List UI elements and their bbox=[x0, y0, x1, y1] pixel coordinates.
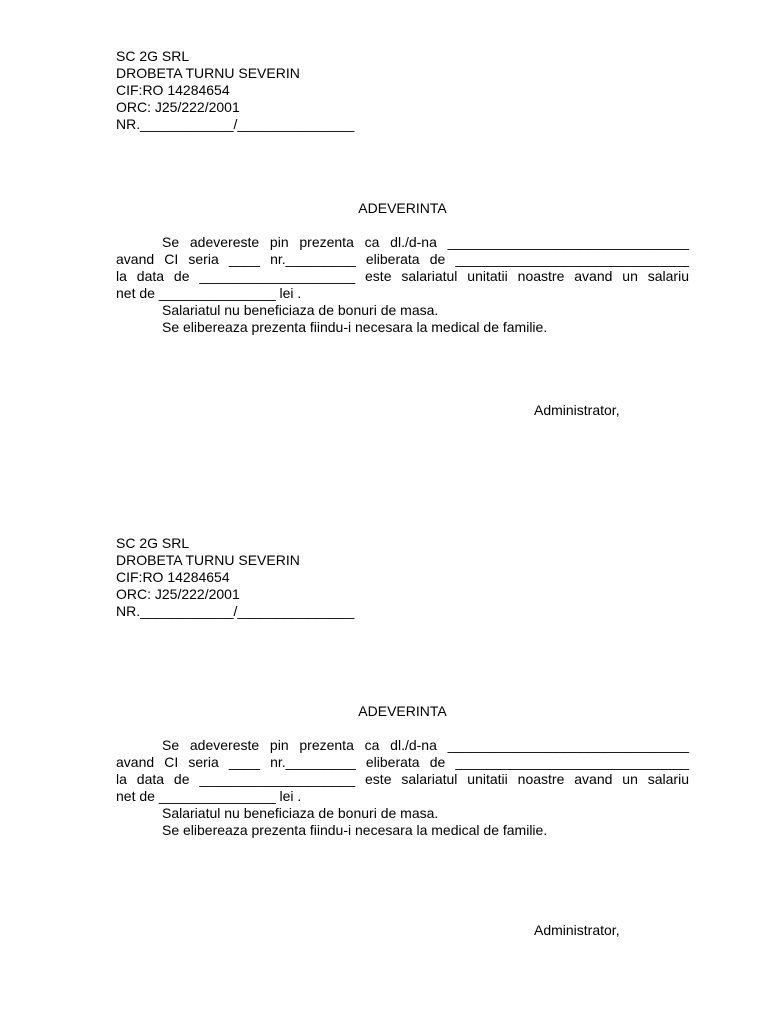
document-title: ADEVERINTA bbox=[358, 703, 447, 719]
company-name: SC 2G SRL bbox=[116, 48, 190, 64]
body-line-6: Se elibereaza prezenta fiindu-i necesara la medical de familie. bbox=[162, 319, 548, 335]
body-line-3: la data de ____________________ este salariatul unitatii noastre avand un salariu bbox=[116, 268, 689, 284]
company-city: DROBETA TURNU SEVERIN bbox=[116, 65, 300, 81]
company-city: DROBETA TURNU SEVERIN bbox=[116, 552, 300, 568]
company-cif: CIF:RO 14284654 bbox=[116, 569, 230, 585]
company-name: SC 2G SRL bbox=[116, 535, 190, 551]
company-cif: CIF:RO 14284654 bbox=[116, 82, 230, 98]
body-line-2: avand CI seria ____ nr._________ eliberata de ______________________________ bbox=[116, 754, 689, 770]
body-line-3: la data de ____________________ este salariatul unitatii noastre avand un salariu bbox=[116, 771, 689, 787]
body-line-4: net de _______________ lei . bbox=[116, 285, 302, 301]
company-orc: ORC: J25/222/2001 bbox=[116, 586, 240, 602]
body-line-5: Salariatul nu beneficiaza de bonuri de masa. bbox=[162, 805, 439, 821]
company-orc: ORC: J25/222/2001 bbox=[116, 99, 240, 115]
body-line-1: Se adevereste pin prezenta ca dl./d-na _______________________________ bbox=[162, 234, 689, 250]
document-title: ADEVERINTA bbox=[358, 200, 447, 216]
registration-number: NR.____________/_______________ bbox=[116, 116, 355, 132]
signature-label: Administrator, bbox=[534, 402, 620, 418]
registration-number: NR.____________/_______________ bbox=[116, 603, 355, 619]
body-line-2: avand CI seria ____ nr._________ eliberata de ______________________________ bbox=[116, 251, 689, 267]
body-line-6: Se elibereaza prezenta fiindu-i necesara la medical de familie. bbox=[162, 822, 548, 838]
body-line-4: net de _______________ lei . bbox=[116, 788, 302, 804]
signature-label: Administrator, bbox=[534, 922, 620, 938]
body-line-1: Se adevereste pin prezenta ca dl./d-na _______________________________ bbox=[162, 737, 689, 753]
body-line-5: Salariatul nu beneficiaza de bonuri de masa. bbox=[162, 302, 439, 318]
